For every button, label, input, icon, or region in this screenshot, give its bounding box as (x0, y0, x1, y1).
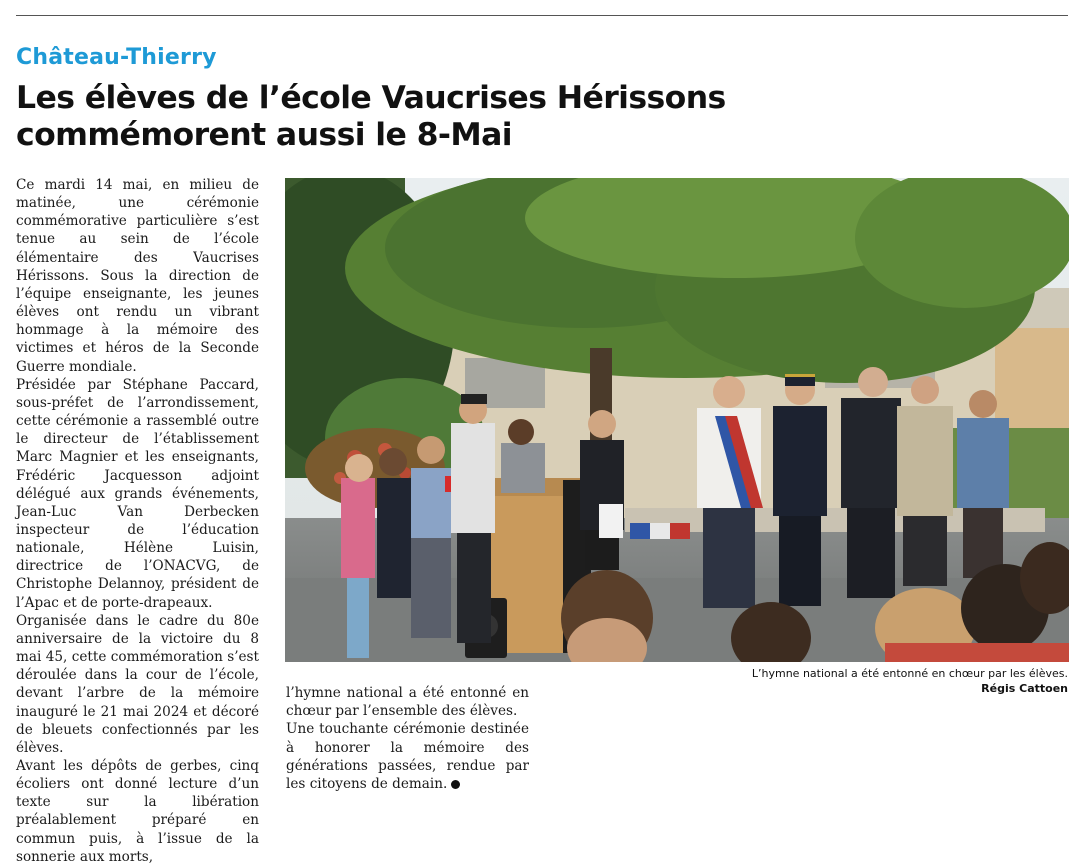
ceremony-photo-illustration (285, 178, 1069, 662)
article-kicker: Château-Thierry (16, 45, 217, 70)
paragraph-attendees: Présidée par Stéphane Paccard, sous-préfet de l’arrondissement, cette cérémonie a rassemblé outre le directeur de l’établissement Marc Magnier et les enseignants, Frédéric Jacquesson adjoint délégué aux grands événements, Jean-Luc Van Derbecken inspecteur de l’éducation nationale, Hélène Luisin, directrice de l’ONACVG, de Christophe Delannoy, président de l’Apac et de porte-drapeaux. (16, 376, 259, 611)
paragraph-context: Organisée dans le cadre du 80e anniversaire de la victoire du 8 mai 45, cette commémoration s’est déroulée dans la cour de l’école, devant l’arbre de la mémoire inauguré le 21 mai 2024 et décoré de bleuets confectionnés par les élèves. (16, 612, 259, 756)
headline-line-1: Les élèves de l’école Vaucrises Hérissons (16, 80, 726, 116)
closing-text: Une touchante cérémonie destinée à honorer la mémoire des générations passées, rendue par les citoyens de demain. (286, 721, 529, 793)
paragraph-anthem: l’hymne national a été entonné en chœur par l’ensemble des élèves. (286, 685, 529, 720)
paragraph-closing (286, 720, 529, 793)
article-column-2 (286, 684, 529, 793)
article-photo (285, 178, 1069, 662)
caption-text: L’hymne national a été entonné en chœur par les élèves. (751, 667, 1068, 680)
paragraph-intro: Ce mardi 14 mai, en milieu de matinée, une cérémonie commémorative particulière s’est tenue au sein de l’école élémentaire des Vaucrises Hérissons. Sous la direction de l’équipe enseignante, les jeunes élèves ont rendu un vibrant hommage à la mémoire des victimes et héros de la Seconde Guerre mondiale. (16, 177, 259, 375)
photo-caption (708, 666, 1068, 696)
top-rule (16, 15, 1068, 16)
end-of-article-bullet-icon (451, 780, 460, 789)
photo-credit: Régis Cattoen (981, 682, 1068, 695)
article-column-1 (16, 176, 259, 866)
paragraph-ceremony: Avant les dépôts de gerbes, cinq écoliers ont donné lecture d’un texte sur la libération préalablement préparé en commun puis, à l’issue de la sonnerie aux morts, (16, 758, 259, 865)
headline-line-2: commémorent aussi le 8-Mai (16, 117, 512, 153)
article-headline (16, 80, 776, 154)
